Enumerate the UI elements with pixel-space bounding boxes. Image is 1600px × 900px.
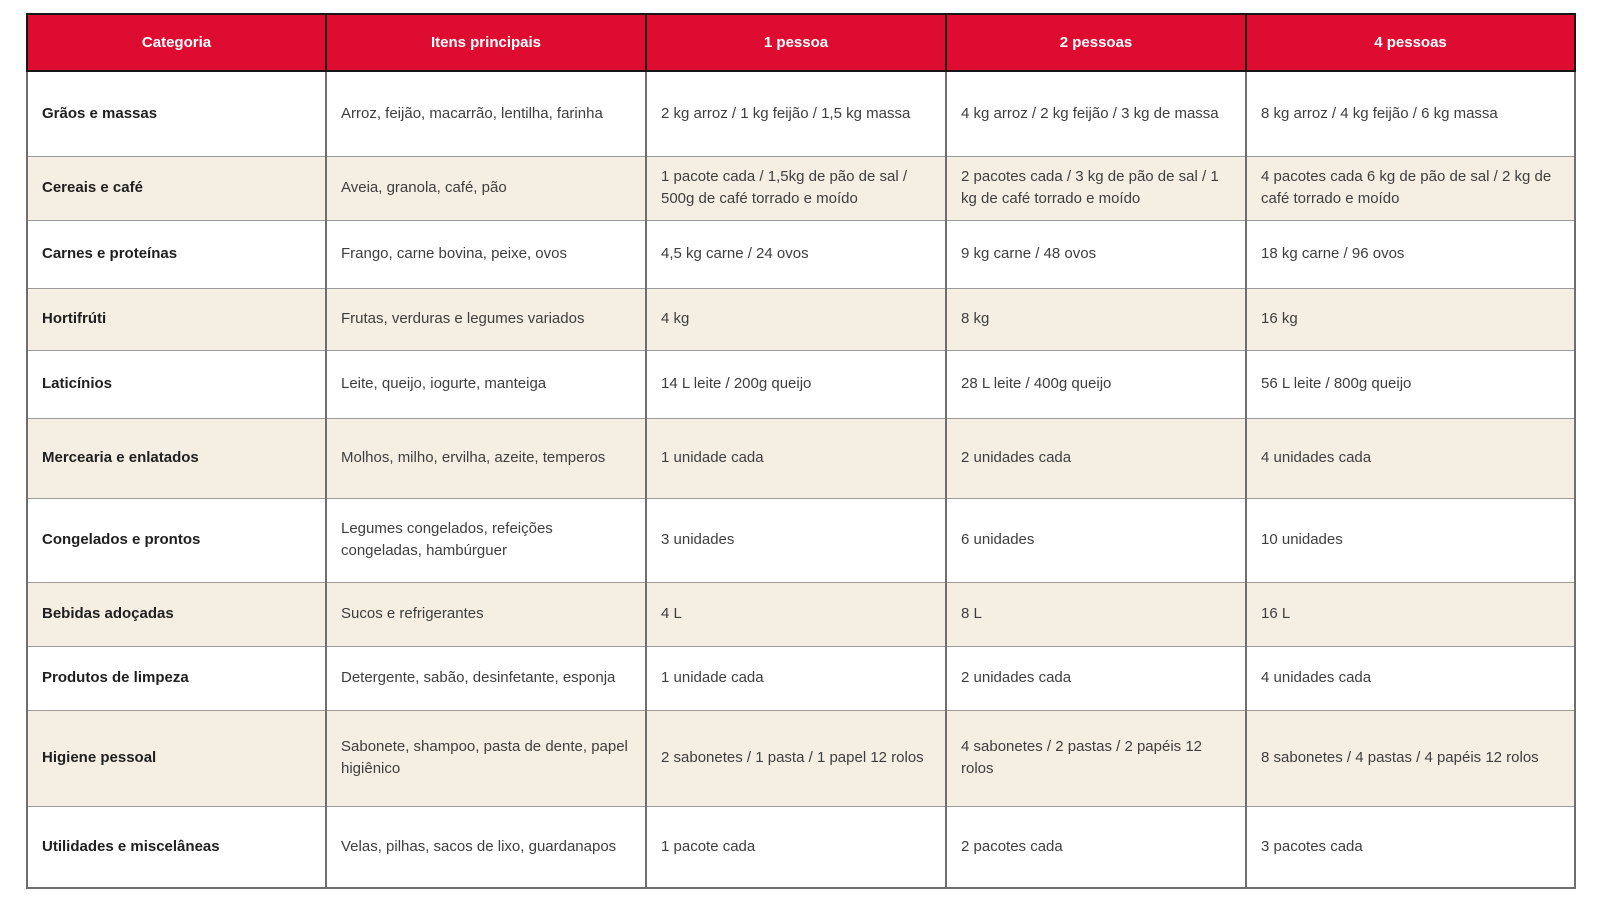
qty-4-persons-cell: 16 kg	[1246, 288, 1575, 350]
qty-1-person-cell: 3 unidades	[646, 498, 946, 582]
category-cell: Laticínios	[27, 350, 326, 418]
qty-2-persons-cell: 4 kg arroz / 2 kg feijão / 3 kg de massa	[946, 71, 1246, 156]
qty-1-person-cell: 1 unidade cada	[646, 418, 946, 498]
qty-2-persons-cell: 6 unidades	[946, 498, 1246, 582]
category-cell: Higiene pessoal	[27, 710, 326, 806]
qty-1-person-cell: 4,5 kg carne / 24 ovos	[646, 220, 946, 288]
table-row	[27, 350, 1575, 418]
column-header-p1: 1 pessoa	[646, 14, 946, 71]
qty-1-person-cell: 14 L leite / 200g queijo	[646, 350, 946, 418]
qty-4-persons-cell: 3 pacotes cada	[1246, 806, 1575, 888]
category-cell: Bebidas adoçadas	[27, 582, 326, 646]
qty-1-person-cell: 4 kg	[646, 288, 946, 350]
qty-4-persons-cell: 4 unidades cada	[1246, 646, 1575, 710]
qty-1-person-cell: 2 sabonetes / 1 pasta / 1 papel 12 rolos	[646, 710, 946, 806]
qty-1-person-cell: 1 pacote cada / 1,5kg de pão de sal / 500g de café torrado e moído	[646, 156, 946, 220]
qty-2-persons-cell: 2 pacotes cada	[946, 806, 1246, 888]
table-row	[27, 498, 1575, 582]
items-cell: Detergente, sabão, desinfetante, esponja	[326, 646, 646, 710]
qty-4-persons-cell: 8 kg arroz / 4 kg feijão / 6 kg massa	[1246, 71, 1575, 156]
table-row	[27, 418, 1575, 498]
category-cell: Congelados e prontos	[27, 498, 326, 582]
qty-2-persons-cell: 4 sabonetes / 2 pastas / 2 papéis 12 rolos	[946, 710, 1246, 806]
qty-2-persons-cell: 8 L	[946, 582, 1246, 646]
category-cell: Produtos de limpeza	[27, 646, 326, 710]
items-cell: Leite, queijo, iogurte, manteiga	[326, 350, 646, 418]
category-cell: Mercearia e enlatados	[27, 418, 326, 498]
qty-2-persons-cell: 2 unidades cada	[946, 418, 1246, 498]
qty-1-person-cell: 4 L	[646, 582, 946, 646]
items-cell: Arroz, feijão, macarrão, lentilha, farinha	[326, 71, 646, 156]
qty-4-persons-cell: 56 L leite / 800g queijo	[1246, 350, 1575, 418]
items-cell: Sabonete, shampoo, pasta de dente, papel higiênico	[326, 710, 646, 806]
table-header	[27, 14, 1575, 71]
qty-2-persons-cell: 2 unidades cada	[946, 646, 1246, 710]
items-cell: Sucos e refrigerantes	[326, 582, 646, 646]
qty-4-persons-cell: 4 unidades cada	[1246, 418, 1575, 498]
table-row	[27, 288, 1575, 350]
table-body	[27, 71, 1575, 888]
category-cell: Grãos e massas	[27, 71, 326, 156]
items-cell: Legumes congelados, refeições congeladas, hambúrguer	[326, 498, 646, 582]
qty-4-persons-cell: 16 L	[1246, 582, 1575, 646]
qty-2-persons-cell: 9 kg carne / 48 ovos	[946, 220, 1246, 288]
column-header-p4: 4 pessoas	[1246, 14, 1575, 71]
table-row	[27, 156, 1575, 220]
table-row	[27, 71, 1575, 156]
category-cell: Utilidades e miscelâneas	[27, 806, 326, 888]
qty-1-person-cell: 1 unidade cada	[646, 646, 946, 710]
category-cell: Hortifrúti	[27, 288, 326, 350]
items-cell: Frango, carne bovina, peixe, ovos	[326, 220, 646, 288]
shopping-quantities-table	[26, 13, 1576, 889]
category-cell: Cereais e café	[27, 156, 326, 220]
qty-2-persons-cell: 8 kg	[946, 288, 1246, 350]
column-header-categoria: Categoria	[27, 14, 326, 71]
table-row	[27, 582, 1575, 646]
items-cell: Frutas, verduras e legumes variados	[326, 288, 646, 350]
qty-2-persons-cell: 28 L leite / 400g queijo	[946, 350, 1246, 418]
table-row	[27, 646, 1575, 710]
category-cell: Carnes e proteínas	[27, 220, 326, 288]
header-row	[27, 14, 1575, 71]
qty-4-persons-cell: 10 unidades	[1246, 498, 1575, 582]
qty-4-persons-cell: 8 sabonetes / 4 pastas / 4 papéis 12 rolos	[1246, 710, 1575, 806]
items-cell: Velas, pilhas, sacos de lixo, guardanapos	[326, 806, 646, 888]
qty-4-persons-cell: 18 kg carne / 96 ovos	[1246, 220, 1575, 288]
qty-1-person-cell: 2 kg arroz / 1 kg feijão / 1,5 kg massa	[646, 71, 946, 156]
table-row	[27, 806, 1575, 888]
column-header-p2: 2 pessoas	[946, 14, 1246, 71]
table-row	[27, 220, 1575, 288]
items-cell: Aveia, granola, café, pão	[326, 156, 646, 220]
qty-2-persons-cell: 2 pacotes cada / 3 kg de pão de sal / 1 kg de café torrado e moído	[946, 156, 1246, 220]
column-header-itens: Itens principais	[326, 14, 646, 71]
qty-4-persons-cell: 4 pacotes cada 6 kg de pão de sal / 2 kg de café torrado e moído	[1246, 156, 1575, 220]
items-cell: Molhos, milho, ervilha, azeite, temperos	[326, 418, 646, 498]
table-row	[27, 710, 1575, 806]
qty-1-person-cell: 1 pacote cada	[646, 806, 946, 888]
